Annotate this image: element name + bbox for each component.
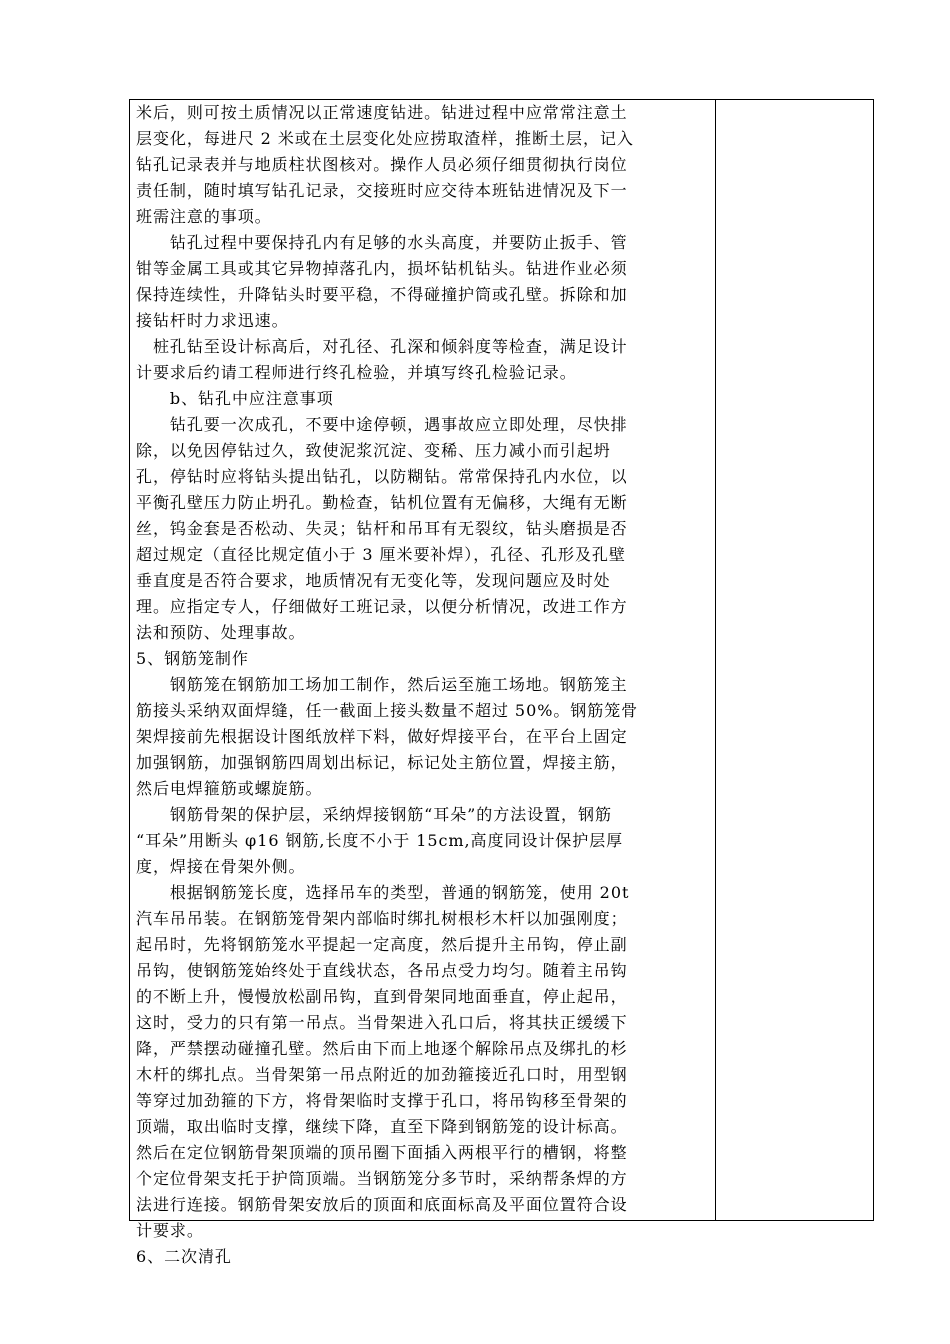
column-divider: [715, 100, 716, 1220]
text-line: 然后电焊箍筋或螺旋筋。: [136, 779, 323, 798]
text-line: 法和预防、处理事故。: [136, 623, 306, 642]
text-line: 计要求。: [136, 1221, 204, 1240]
text-line: b、钻孔中应注意事项: [136, 389, 334, 408]
text-line: 孔，停钻时应将钻头提出钻孔，以防糊钻。常常保持孔内水位，以: [136, 467, 628, 486]
text-line: 根据钢筋笼长度，选择吊车的类型，普通的钢筋笼，使用 20t: [136, 883, 630, 902]
text-line: 钳等金属工具或其它异物掉落孔内，损坏钻机钻头。钻进作业必须: [136, 259, 628, 278]
text-line: 汽车吊吊装。在钢筋笼骨架内部临时绑扎树根杉木杆以加强刚度；: [136, 909, 628, 928]
text-line: 这时，受力的只有第一吊点。当骨架进入孔口后，将其扶正缓缓下: [136, 1013, 628, 1032]
text-line: 接钻杆时力求迅速。: [136, 311, 289, 330]
text-line: 筋接头采纳双面焊缝，任一截面上接头数量不超过 50%。钢筋笼骨: [136, 701, 639, 720]
text-line: 除，以免因停钻过久，致使泥浆沉淀、变稀、压力减小而引起坍: [136, 441, 611, 460]
text-line: 架焊接前先根据设计图纸放样下料，做好焊接平台，在平台上固定: [136, 727, 628, 746]
text-line: 钻孔过程中要保持孔内有足够的水头高度，并要防止扳手、管: [136, 233, 628, 252]
text-line: 吊钩，使钢筋笼始终处于直线状态，各吊点受力均匀。随着主吊钩: [136, 961, 628, 980]
text-line: 理。应指定专人，仔细做好工班记录，以便分析情况，改进工作方: [136, 597, 628, 616]
text-line: 加强钢筋，加强钢筋四周划出标记，标记处主筋位置，焊接主筋，: [136, 753, 628, 772]
text-line: 然后在定位钢筋骨架顶端的顶吊圈下面插入两根平行的槽钢，将整: [136, 1143, 628, 1162]
text-line: 6、二次清孔: [136, 1247, 232, 1266]
text-line: 层变化，每进尺 2 米或在土层变化处应捞取渣样，推断土层，记入: [136, 129, 634, 148]
text-line: 5、钢筋笼制作: [136, 649, 249, 668]
text-line: 顶端，取出临时支撑，继续下降，直至下降到钢筋笼的设计标高。: [136, 1117, 628, 1136]
text-line: 桩孔钻至设计标高后，对孔径、孔深和倾斜度等检查，满足设计: [136, 337, 628, 356]
text-line: 钻孔记录表并与地质柱状图核对。操作人员必须仔细贯彻执行岗位: [136, 155, 628, 174]
text-line: 法进行连接。钢筋骨架安放后的顶面和底面标高及平面位置符合设: [136, 1195, 628, 1214]
text-line: 个定位骨架支托于护筒顶端。当钢筋笼分多节时，采纳帮条焊的方: [136, 1169, 628, 1188]
remarks-cell: [718, 100, 873, 1220]
text-line: 计要求后约请工程师进行终孔检验，并填写终孔检验记录。: [136, 363, 577, 382]
content-table: [129, 99, 874, 1266]
text-line: 责任制，随时填写钻孔记录，交接班时应交待本班钻进情况及下一: [136, 181, 628, 200]
text-line: 度，焊接在骨架外侧。: [136, 857, 306, 876]
main-text-cell: [136, 100, 710, 1270]
text-line: 木杆的绑扎点。当骨架第一吊点附近的加劲箍接近孔口时，用型钢: [136, 1065, 628, 1084]
text-line: 起吊时，先将钢筋笼水平提起一定高度，然后提升主吊钩，停止副: [136, 935, 628, 954]
text-line: 平衡孔壁压力防止坍孔。勤检查，钻机位置有无偏移，大绳有无断: [136, 493, 628, 512]
text-line: 钢筋笼在钢筋加工场加工制作，然后运至施工场地。钢筋笼主: [136, 675, 628, 694]
text-line: 钢筋骨架的保护层，采纳焊接钢筋“耳朵”的方法设置，钢筋: [136, 805, 612, 824]
text-line: 班需注意的事项。: [136, 207, 272, 226]
text-line: 等穿过加劲箍的下方，将骨架临时支撑于孔口，将吊钩移至骨架的: [136, 1091, 628, 1110]
text-line: 保持连续性，升降钻头时要平稳，不得碰撞护筒或孔壁。拆除和加: [136, 285, 628, 304]
text-line: 降，严禁摆动碰撞孔壁。然后由下而上地逐个解除吊点及绑扎的杉: [136, 1039, 628, 1058]
text-line: 超过规定（直径比规定值小于 3 厘米要补焊），孔径、孔形及孔壁: [136, 545, 626, 564]
text-line: 钻孔要一次成孔，不要中途停顿，遇事故应立即处理，尽快排: [136, 415, 628, 434]
text-line: 丝，钨金套是否松动、失灵；钻杆和吊耳有无裂纹，钻头磨损是否: [136, 519, 628, 538]
text-line: “耳朵”用断头 φ16 钢筋,长度不小于 15cm,高度同设计保护层厚: [136, 831, 624, 850]
text-line: 垂直度是否符合要求，地质情况有无变化等，发现问题应及时处: [136, 571, 611, 590]
text-line: 的不断上升，慢慢放松副吊钩，直到骨架同地面垂直，停止起吊，: [136, 987, 628, 1006]
text-line: 米后，则可按土质情况以正常速度钻进。钻进过程中应常常注意土: [136, 103, 628, 122]
